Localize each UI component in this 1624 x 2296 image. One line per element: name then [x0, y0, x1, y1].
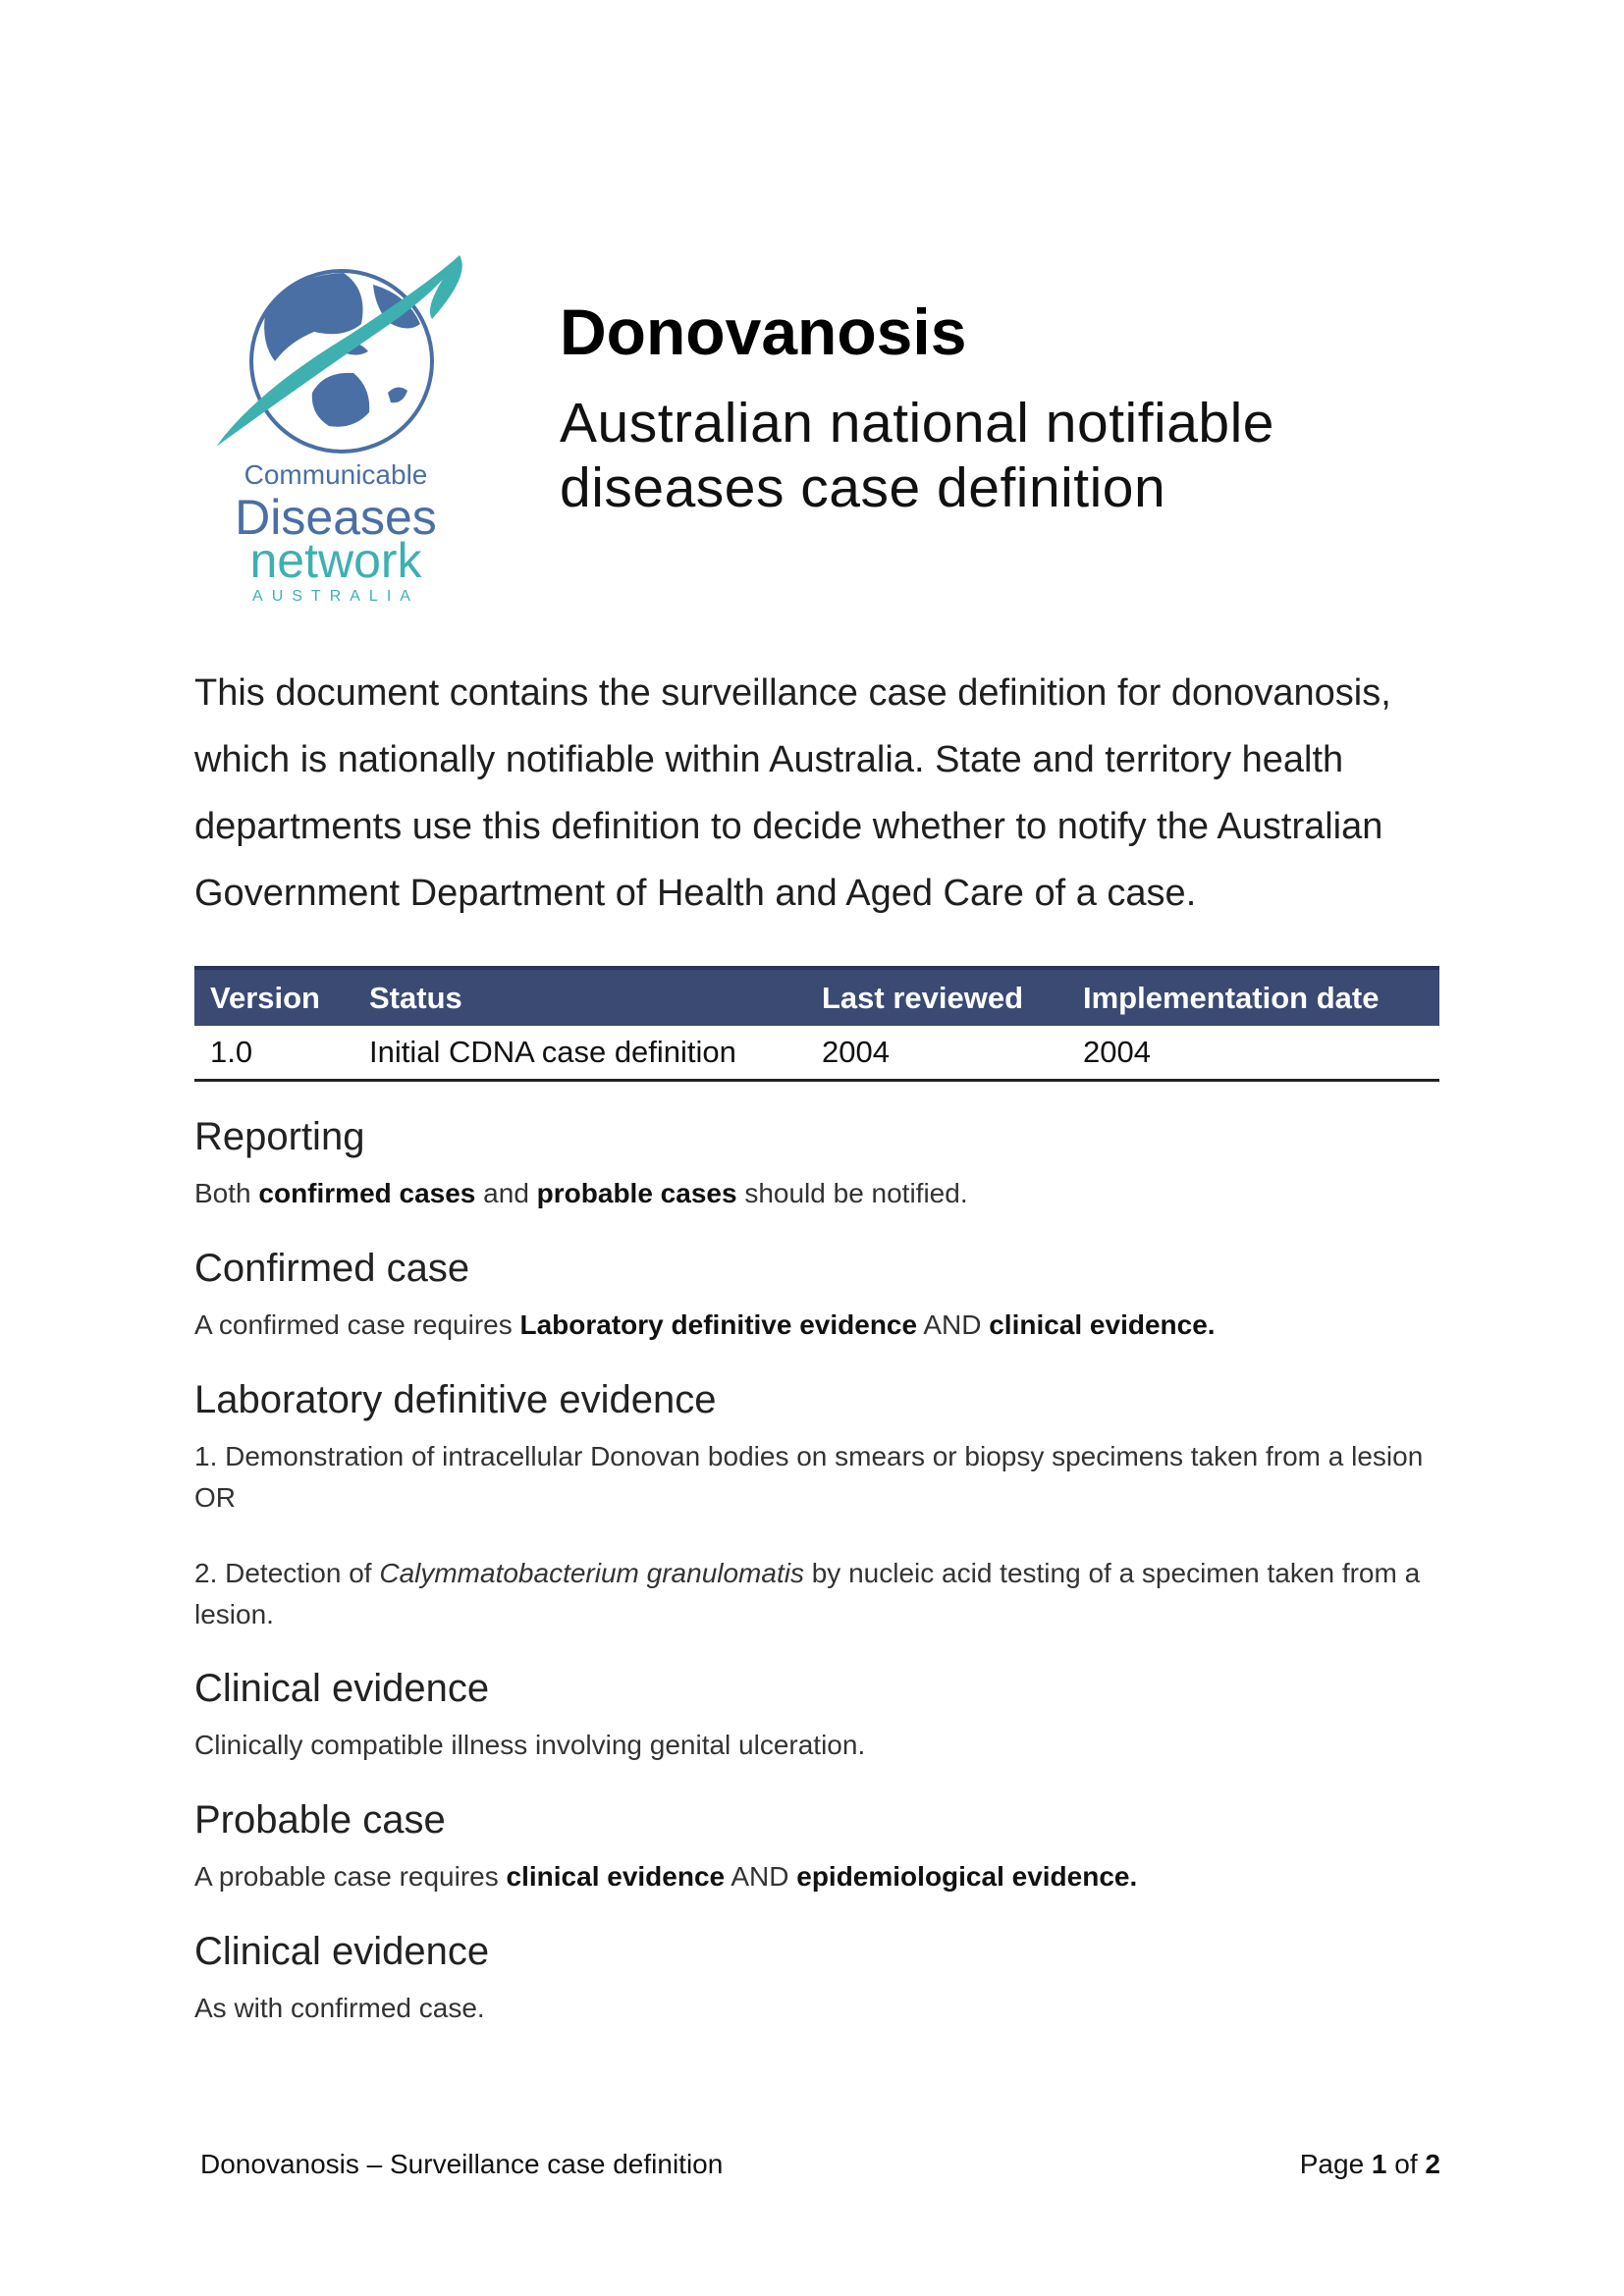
or-text: OR — [194, 1482, 236, 1513]
subtitle-line-1: Australian national notifiable — [560, 392, 1274, 454]
logo-line2: Diseases — [235, 490, 437, 545]
col-status: Status — [353, 968, 806, 1026]
text-run: AND — [725, 1861, 797, 1892]
subtitle-line-2: diseases case definition — [560, 456, 1166, 519]
table-row — [194, 1026, 1439, 1081]
lab-item-2 — [194, 1553, 1441, 1635]
confirmed-text — [194, 1305, 1441, 1346]
clinical-text-2: As with confirmed case. — [194, 1993, 485, 2023]
cdna-logo — [196, 245, 476, 609]
confirmed-heading: Confirmed case — [194, 1247, 470, 1290]
bold-run: Laboratory definitive evidence — [519, 1309, 918, 1340]
probable-text — [194, 1856, 1441, 1897]
text-run: Both — [194, 1178, 259, 1208]
text-run: 2. Detection of — [194, 1558, 380, 1588]
text-run: 1. Demonstration of intracellular Donovan bodies on smears or biopsy specimens taken from a lesion — [194, 1441, 1424, 1471]
bold-run: clinical evidence — [506, 1861, 726, 1892]
reporting-text — [194, 1173, 1441, 1214]
globe-swoosh-icon — [196, 245, 476, 609]
text-run: A probable case requires — [194, 1861, 507, 1892]
cell-implementation-date: 2004 — [1067, 1026, 1439, 1081]
page-total: 2 — [1425, 2149, 1440, 2179]
page-label: Page — [1299, 2149, 1372, 2179]
footer-title: Donovanosis – Surveillance case definition — [200, 2149, 724, 2179]
col-implementation-date: Implementation date — [1067, 968, 1439, 1026]
page-current: 1 — [1371, 2149, 1387, 2179]
clinical-heading-1: Clinical evidence — [194, 1667, 490, 1710]
clinical-text-1: Clinically compatible illness involving genital ulceration. — [194, 1730, 866, 1760]
col-last-reviewed: Last reviewed — [806, 968, 1067, 1026]
bold-run: confirmed cases — [258, 1178, 476, 1208]
page-title: Donovanosis — [560, 295, 967, 368]
text-run: and — [475, 1178, 537, 1208]
bold-run: epidemiological evidence. — [796, 1861, 1138, 1892]
cell-version: 1.0 — [194, 1026, 353, 1081]
clinical-heading-2: Clinical evidence — [194, 1930, 490, 1973]
probable-heading: Probable case — [194, 1798, 446, 1842]
version-table — [194, 966, 1439, 1082]
cell-last-reviewed: 2004 — [806, 1026, 1067, 1081]
text-run: should be notified. — [736, 1178, 968, 1208]
col-version: Version — [194, 968, 353, 1026]
text-run: A confirmed case requires — [194, 1309, 520, 1340]
text-run: AND — [917, 1309, 990, 1340]
page-subtitle — [560, 391, 1443, 520]
page-number — [1300, 2149, 1440, 2180]
italic-run: Calymmatobacterium granulomatis — [379, 1558, 804, 1588]
text-run: by nucleic acid testing of a specimen taken from a lesion. — [194, 1558, 1421, 1629]
lab-item-1 — [194, 1436, 1441, 1519]
logo-line4: AUSTRALIA — [252, 588, 419, 605]
bold-run: clinical evidence. — [989, 1309, 1216, 1340]
logo-line1: Communicable — [244, 459, 428, 490]
cell-status: Initial CDNA case definition — [353, 1026, 806, 1081]
version-table-header — [194, 968, 1439, 1026]
bold-run: probable cases — [536, 1178, 737, 1208]
logo-line3: network — [249, 533, 422, 588]
lab-heading: Laboratory definitive evidence — [194, 1378, 717, 1421]
reporting-heading: Reporting — [194, 1115, 365, 1158]
intro-paragraph: This document contains the surveillance case definition for donovanosis, which is nationally notifiable within Australia. State and territory health departments use this definition to decide whether to notify the Australian Government Department of Health and Aged Care of a case. — [194, 672, 1391, 914]
page-of: of — [1386, 2149, 1426, 2179]
